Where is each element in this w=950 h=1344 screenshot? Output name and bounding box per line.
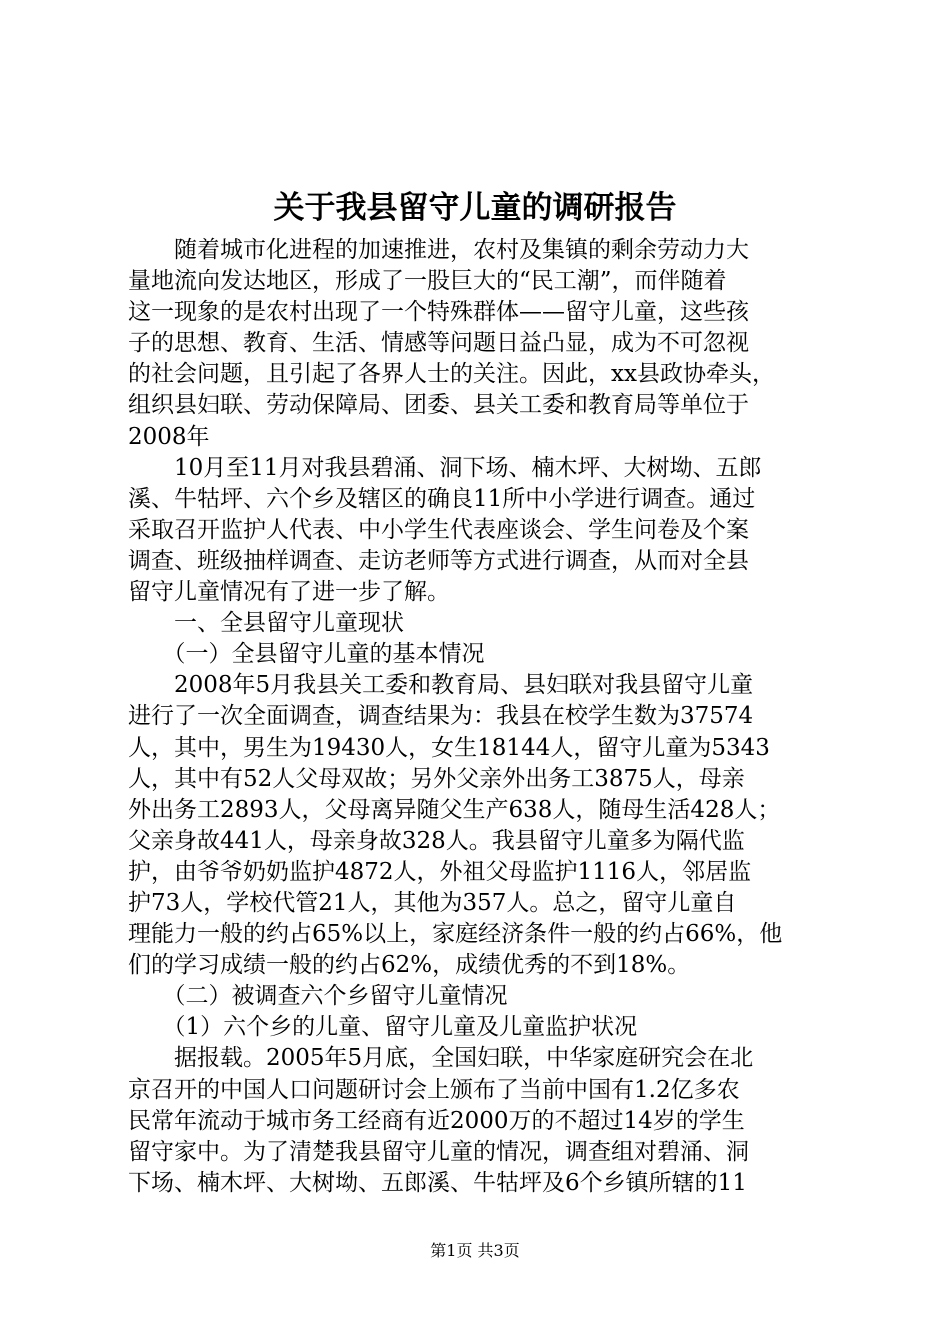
body-line: 护，由爷爷奶奶监护4872人，外祖父母监护1116人，邻居监 bbox=[128, 858, 752, 885]
body-line: 人，其中有52人父母双故；另外父亲外出务工3875人，母亲 bbox=[128, 765, 745, 792]
body-line: 下场、楠木坪、大树坳、五郎溪、牛牯坪及6个乡镇所辖的11 bbox=[128, 1169, 747, 1196]
body-line: 2008年 bbox=[128, 423, 210, 450]
body-line: 一、全县留守儿童现状 bbox=[128, 610, 404, 637]
body-line: 采取召开监护人代表、中小学生代表座谈会、学生问卷及个案 bbox=[128, 516, 749, 543]
body-line: 调查、班级抽样调查、走访老师等方式进行调查，从而对全县 bbox=[128, 547, 749, 574]
body-line: 父亲身故441人，母亲身故328人。我县留守儿童多为隔代监 bbox=[128, 827, 745, 854]
document-title: 关于我县留守儿童的调研报告 bbox=[273, 190, 677, 226]
body-line: 留守儿童情况有了进一步了解。 bbox=[128, 579, 450, 606]
body-line: 京召开的中国人口问题研讨会上颁布了当前中国有1.2亿多农 bbox=[128, 1076, 740, 1103]
body-line: （1）六个乡的儿童、留守儿童及儿童监护状况 bbox=[128, 1014, 638, 1041]
body-line: 这一现象的是农村出现了一个特殊群体——留守儿童，这些孩 bbox=[128, 299, 749, 326]
body-line: 外出务工2893人，父母离异随父生产638人，随母生活428人； bbox=[128, 796, 781, 823]
body-line: 的社会问题，且引起了各界人士的关注。因此，xx县政协牵头， bbox=[128, 361, 775, 388]
body-line: 溪、牛牯坪、六个乡及辖区的确良11所中小学进行调查。通过 bbox=[128, 485, 756, 512]
body-line: 进行了一次全面调查，调查结果为：我县在校学生数为37574 bbox=[128, 703, 754, 730]
body-line: 子的思想、教育、生活、情感等问题日益凸显，成为不可忽视 bbox=[128, 330, 749, 357]
body-line: 民常年流动于城市务工经商有近2000万的不超过14岁的学生 bbox=[128, 1107, 745, 1134]
body-line: 人，其中，男生为19430人，女生18144人，留守儿童为5343 bbox=[128, 734, 770, 761]
body-line: 2008年5月我县关工委和教育局、县妇联对我县留守儿童 bbox=[128, 672, 754, 699]
body-line: 护73人，学校代管21人，其他为357人。总之，留守儿童自 bbox=[128, 889, 737, 916]
body-line: 据报载。2005年5月底，全国妇联，中华家庭研究会在北 bbox=[128, 1045, 754, 1072]
body-line: 们的学习成绩一般的约占62%，成绩优秀的不到18%。 bbox=[128, 952, 691, 979]
page-footer: 第1页 共3页 bbox=[430, 1241, 520, 1260]
body-line: 留守家中。为了清楚我县留守儿童的情况，调查组对碧涌、洞 bbox=[128, 1138, 749, 1165]
body-line: 理能力一般的约占65%以上，家庭经济条件一般的约占66%，他 bbox=[128, 921, 783, 948]
body-line: 随着城市化进程的加速推进，农村及集镇的剩余劳动力大 bbox=[128, 237, 749, 263]
body-line: （二）被调查六个乡留守儿童情况 bbox=[128, 983, 508, 1010]
body-line: 量地流向发达地区，形成了一股巨大的“民工潮”，而伴随着 bbox=[128, 268, 727, 295]
body-line: 组织县妇联、劳动保障局、团委、县关工委和教育局等单位于 bbox=[128, 392, 749, 419]
body-line: 10月至11月对我县碧涌、洞下场、楠木坪、大树坳、五郎 bbox=[128, 454, 762, 481]
document-body bbox=[128, 235, 838, 1199]
body-line: （一）全县留守儿童的基本情况 bbox=[128, 641, 485, 668]
